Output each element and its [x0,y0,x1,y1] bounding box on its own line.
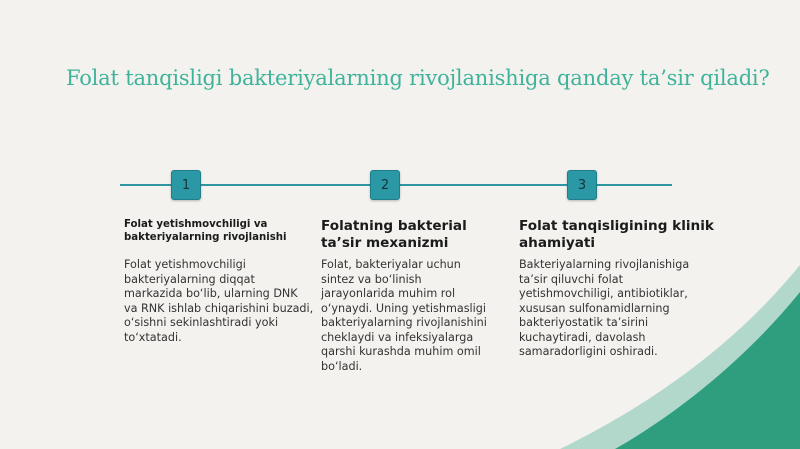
step-1-heading: Folat yetishmovchiligi va bakteriyalarning rivojlanishi [124,219,287,243]
step-3-heading: Folat tanqisligining klinik ahamiyati [519,218,714,251]
step-2-heading: Folatning bakterial ta’sir mexanizmi [321,218,467,251]
step-1-column [124,218,314,345]
step-2-marker: 2 [370,170,400,200]
step-1-marker: 1 [171,170,201,200]
step-2-body: Folat, bakteriyalar uchun sintez va bo‘linish jarayonlarida muhim rol o‘ynaydi. Uning yetishmasligi bakteriyalarning rivojlanishini cheklaydi va infeksiyalarga qarshi kurashda muhim omil bo‘ladi. [321,258,487,373]
step-3-marker: 3 [567,170,597,200]
step-1-body: Folat yetishmovchiligi bakteriyalarning diqqat markazida bo‘lib, ularning DNK va RNK ishlab chiqarishini buzadi, o‘sishni sekinlashtiradi yoki to‘xtatadi. [124,258,314,344]
step-3-column [519,218,714,360]
slide-title: Folat tanqisligi bakteriyalarning rivojlanishiga qanday ta’sir qiladi? [66,66,770,90]
step-2-column [321,218,496,374]
step-3-body: Bakteriyalarning rivojlanishiga ta’sir qiluvchi folat yetishmovchiligi, antibiotiklar, xususan sulfonamidlarning bakteriyostatik ta’sirini kuchaytiradi, davolash samaradorligini oshiradi. [519,258,690,358]
